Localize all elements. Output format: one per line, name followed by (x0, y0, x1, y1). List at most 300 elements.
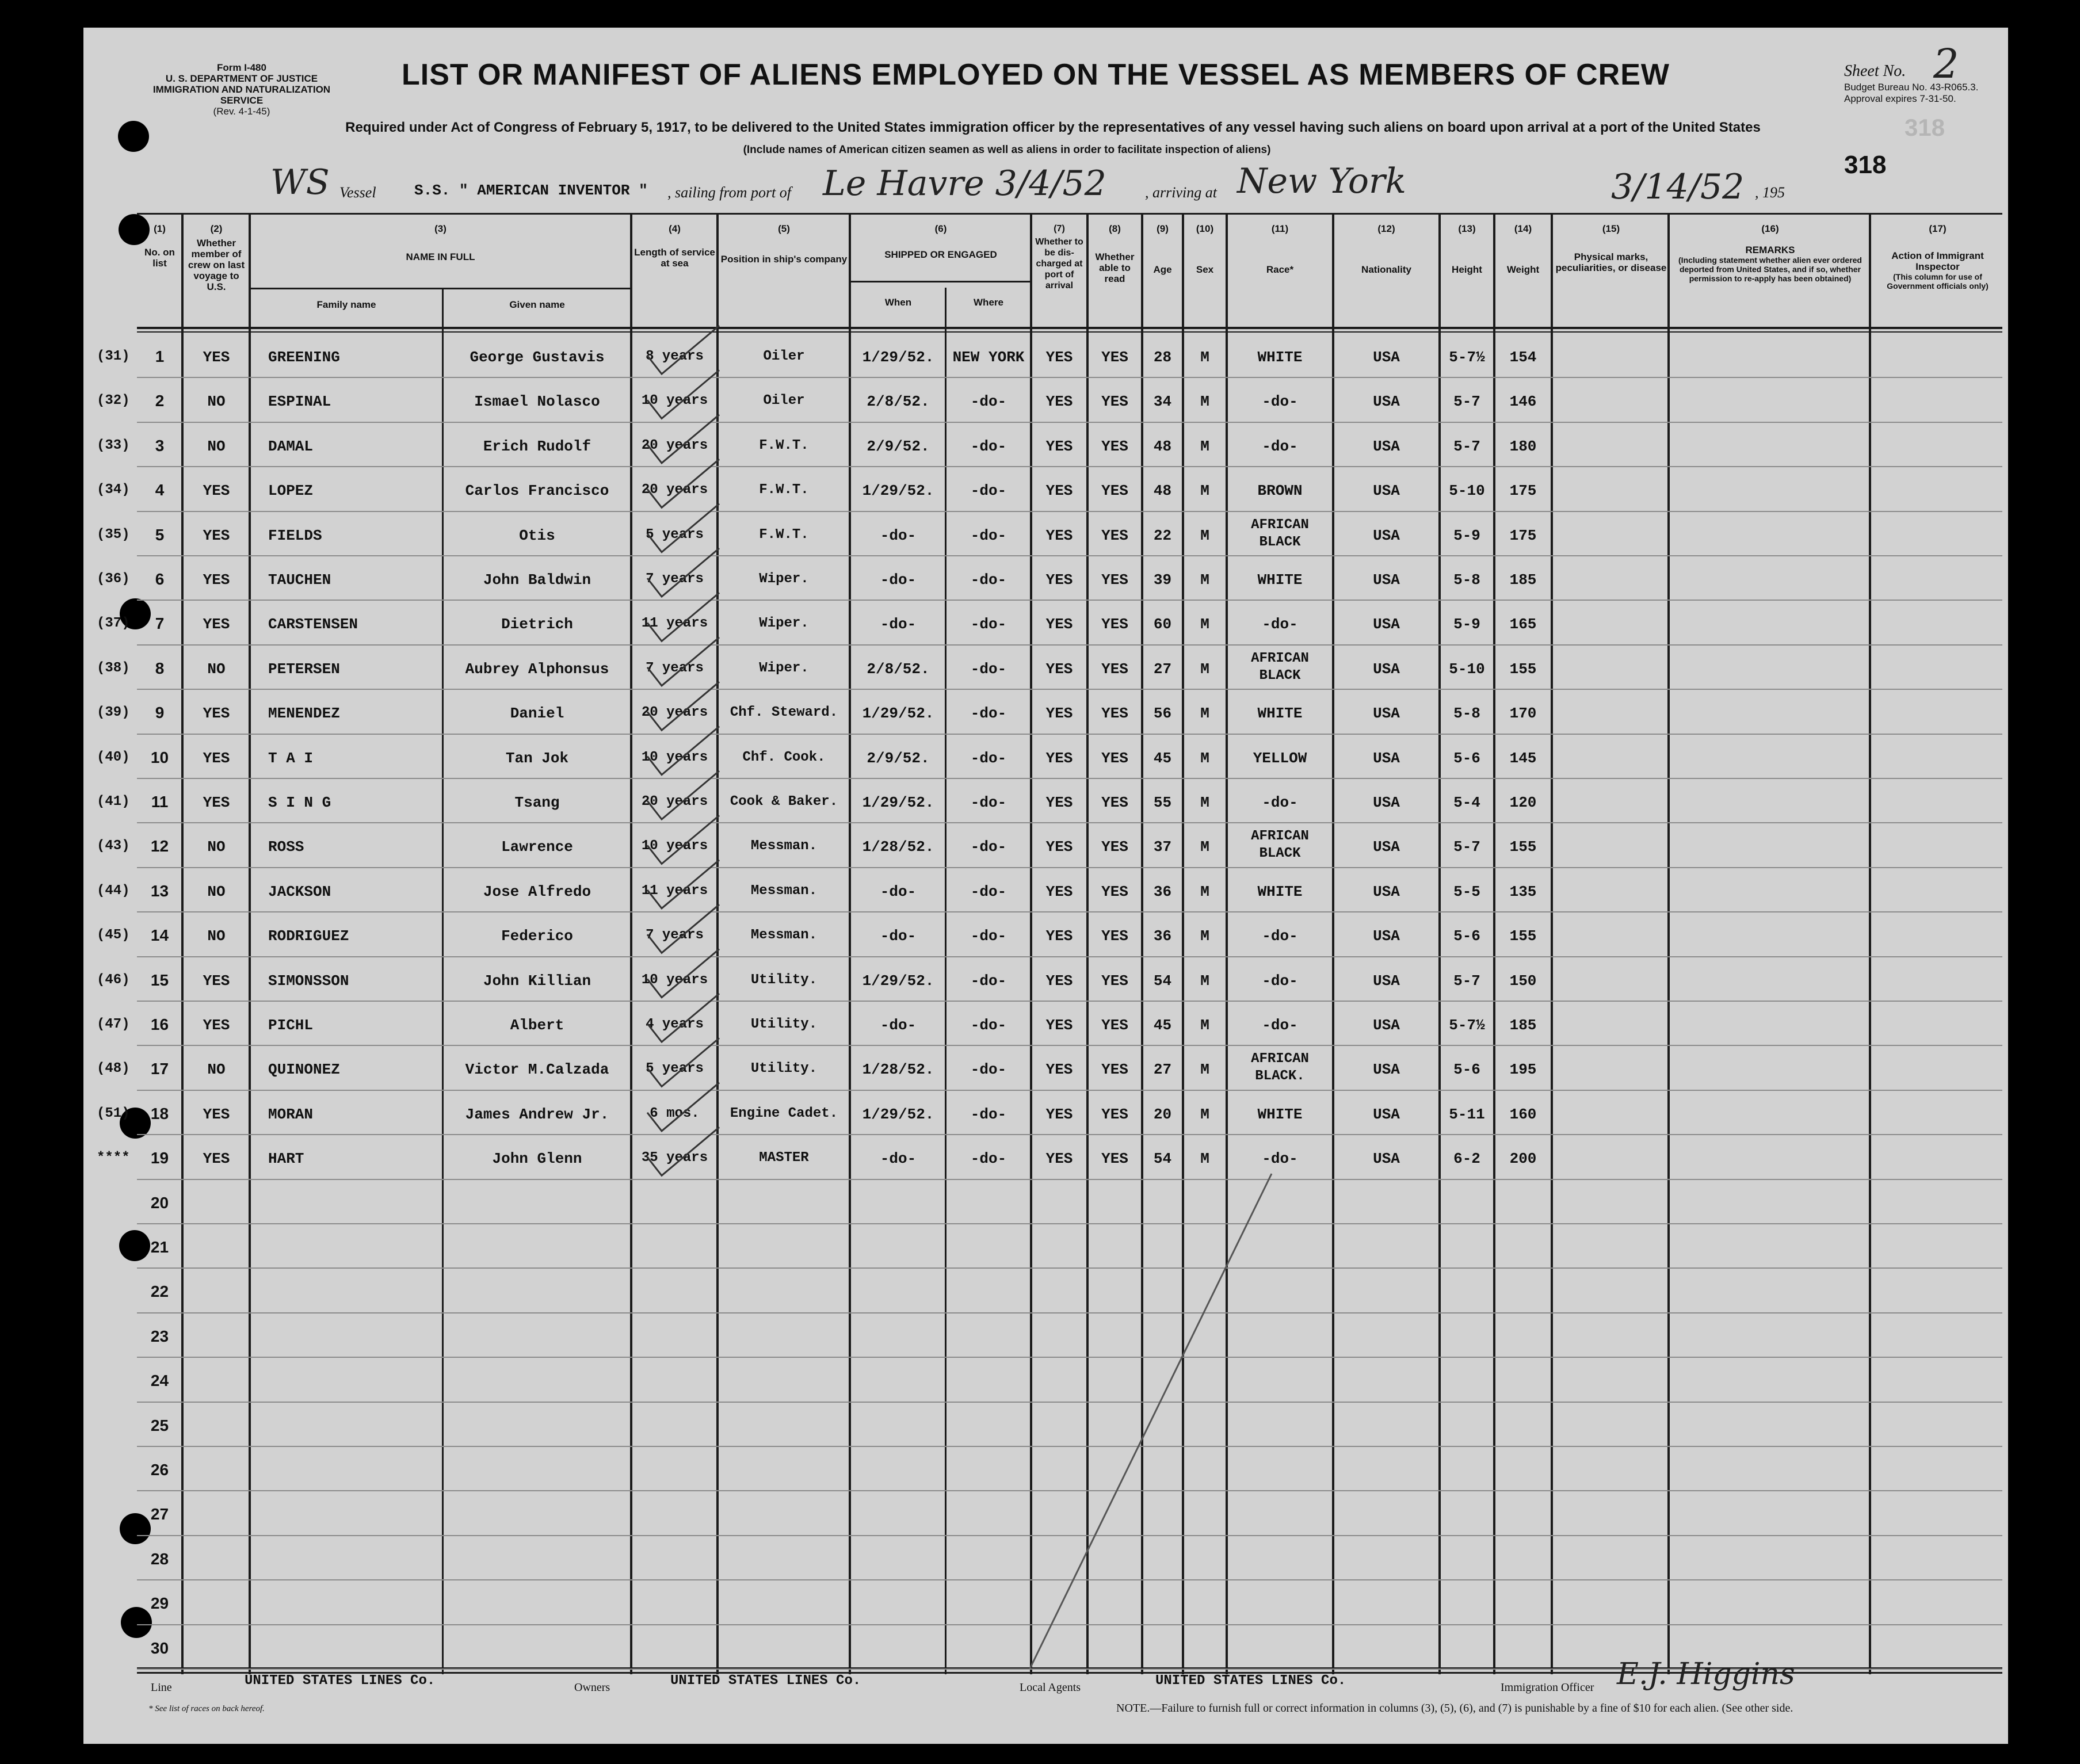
sex-cell: M (1200, 571, 1209, 589)
row-number: 28 (150, 1550, 169, 1568)
sex-cell: M (1200, 393, 1209, 410)
weight-cell: 195 (1509, 1061, 1537, 1078)
crew-last-voyage-cell: NO (207, 438, 226, 455)
nationality-cell: USA (1373, 482, 1400, 499)
position-cell: Messman. (750, 838, 818, 854)
service-length-cell: 10 years (641, 750, 708, 765)
race-cell: -do- (1262, 438, 1298, 455)
position-cell: F.W.T. (759, 527, 809, 543)
prior-list-number: **** (97, 1150, 130, 1166)
sex-cell: M (1200, 349, 1209, 366)
shipped-where-cell: -do- (970, 705, 1007, 722)
shipped-when-cell: -do- (880, 1017, 917, 1034)
page-number: 318 (1844, 151, 1887, 179)
sex-cell: M (1200, 794, 1209, 811)
position-cell: Wiper. (759, 571, 809, 587)
family-name-cell: HART (268, 1150, 304, 1167)
prior-list-number: (45) (97, 927, 130, 943)
nationality-cell: USA (1373, 1061, 1400, 1078)
discharged-cell: YES (1045, 482, 1073, 499)
race-cell: -do- (1262, 393, 1298, 410)
sex-cell: M (1200, 927, 1209, 945)
row-number: 26 (150, 1461, 169, 1479)
weight-cell: 185 (1509, 1017, 1537, 1034)
given-name-cell: Federico (501, 927, 573, 945)
race-cell: AFRICAN BLACK. (1251, 1051, 1309, 1084)
weight-cell: 120 (1509, 794, 1537, 811)
ws-mark: WS (270, 162, 330, 203)
race-cell: WHITE (1257, 349, 1303, 366)
discharged-cell: YES (1045, 527, 1073, 544)
service-length-cell: 20 years (641, 794, 708, 810)
col-header-14: (14) Weight (1506, 223, 1540, 275)
race-cell: -do- (1262, 927, 1298, 945)
crew-last-voyage-cell: YES (203, 1017, 230, 1034)
service-length-cell: 10 years (641, 972, 708, 988)
col-header-1: (1) No. on list (144, 223, 175, 269)
service-length-cell: 6 mos. (650, 1106, 700, 1121)
col-header-11: (11) Race* (1266, 223, 1294, 275)
col-header-13: (13) Height (1452, 223, 1482, 275)
row-number: 24 (150, 1372, 169, 1389)
position-cell: Chf. Steward. (730, 705, 838, 720)
crew-last-voyage-cell: YES (203, 349, 230, 366)
discharged-cell: YES (1045, 1106, 1073, 1123)
race-cell: -do- (1262, 972, 1298, 990)
sailing-label: , sailing from port of (667, 184, 792, 201)
family-name-cell: ROSS (268, 838, 304, 856)
age-cell: 36 (1153, 883, 1172, 900)
officer-signature: E.J. Higgins (1617, 1657, 1795, 1692)
service-length-cell: 11 years (641, 883, 708, 899)
family-name-cell: T A I (268, 750, 314, 767)
able-to-read-cell: YES (1101, 1017, 1128, 1034)
weight-cell: 175 (1509, 527, 1537, 544)
row-number: 14 (150, 926, 169, 944)
sex-cell: M (1200, 660, 1209, 678)
family-name-cell: TAUCHEN (268, 571, 331, 589)
nationality-cell: USA (1373, 972, 1400, 990)
age-cell: 48 (1153, 482, 1172, 499)
shipped-where-cell: -do- (970, 1106, 1007, 1123)
row-number: 2 (155, 392, 165, 410)
shipped-where-cell: -do- (970, 883, 1007, 900)
given-name-cell: Ismael Nolasco (474, 393, 600, 410)
crew-last-voyage-cell: NO (207, 1061, 226, 1078)
shipped-where-cell: -do- (970, 1061, 1007, 1078)
family-name-cell: FIELDS (268, 527, 322, 544)
position-cell: Chf. Cook. (742, 750, 826, 765)
shipped-when-cell: -do- (880, 616, 917, 633)
age-cell: 54 (1153, 1150, 1172, 1167)
able-to-read-cell: YES (1101, 1106, 1128, 1123)
subtitle-note: (Include names of American citizen seamen as well as aliens in order to facilitate inspection of aliens) (743, 144, 1271, 156)
form-number: Form I-480 (217, 62, 266, 73)
age-cell: 28 (1153, 349, 1172, 366)
age-cell: 22 (1153, 527, 1172, 544)
family-name-cell: QUINONEZ (268, 1061, 340, 1078)
family-name-cell: MORAN (268, 1106, 314, 1123)
prior-list-number: (37) (97, 616, 130, 631)
given-name-cell: George Gustavis (470, 349, 605, 366)
shipped-when-cell: -do- (880, 927, 917, 945)
race-cell: -do- (1262, 1150, 1298, 1167)
discharged-cell: YES (1045, 571, 1073, 589)
able-to-read-cell: YES (1101, 1061, 1128, 1078)
row-number: 19 (150, 1149, 169, 1167)
nationality-cell: USA (1373, 794, 1400, 811)
prior-list-number: (32) (97, 393, 130, 408)
sex-cell: M (1200, 1061, 1209, 1078)
weight-cell: 185 (1509, 571, 1537, 589)
col-header-5: (5) Position in ship's company (720, 223, 848, 265)
family-name-cell: RODRIGUEZ (268, 927, 349, 945)
nationality-cell: USA (1373, 660, 1400, 678)
row-number: 3 (155, 437, 165, 455)
age-cell: 34 (1153, 393, 1172, 410)
discharged-cell: YES (1045, 438, 1073, 455)
discharged-cell: YES (1045, 1017, 1073, 1034)
shipped-when-cell: 2/9/52. (867, 750, 930, 767)
service-length-cell: 5 years (646, 527, 704, 543)
agents-label: Local Agents (1020, 1681, 1081, 1694)
given-name-cell: Victor M.Calzada (465, 1061, 609, 1078)
position-cell: Oiler (763, 393, 805, 408)
row-number: 18 (150, 1105, 169, 1122)
shipped-where-cell: -do- (970, 616, 1007, 633)
shipped-where-cell: -do- (970, 571, 1007, 589)
given-name-cell: Lawrence (501, 838, 573, 856)
departure-port: Le Havre 3/4/52 (823, 163, 1106, 204)
row-number: 21 (150, 1238, 169, 1256)
prior-list-number: (33) (97, 438, 130, 453)
height-cell: 5-7½ (1449, 1017, 1485, 1034)
discharged-cell: YES (1045, 349, 1073, 366)
nationality-cell: USA (1373, 393, 1400, 410)
prior-list-number: (43) (97, 838, 130, 854)
family-name-cell: PICHL (268, 1017, 314, 1034)
height-cell: 5-6 (1453, 927, 1480, 945)
shipped-where-cell: -do- (970, 482, 1007, 499)
height-cell: 5-9 (1453, 527, 1480, 544)
shipped-when-cell: 1/28/52. (862, 1061, 934, 1078)
weight-cell: 135 (1509, 883, 1537, 900)
prior-list-number: (44) (97, 883, 130, 899)
discharged-cell: YES (1045, 838, 1073, 856)
discharged-cell: YES (1045, 972, 1073, 990)
line-value: UNITED STATES LINES Co. (245, 1673, 436, 1689)
col-header-17: (17) Action of Immigrant Inspector (This column for use of Government officials only) (1887, 223, 1989, 291)
able-to-read-cell: YES (1101, 750, 1128, 767)
able-to-read-cell: YES (1101, 349, 1128, 366)
shipped-when-cell: 2/8/52. (867, 393, 930, 410)
row-number: 25 (150, 1416, 169, 1434)
age-cell: 54 (1153, 972, 1172, 990)
height-cell: 5-5 (1453, 883, 1480, 900)
race-cell: AFRICAN BLACK (1251, 828, 1309, 861)
when-header: When (884, 297, 912, 308)
nationality-cell: USA (1373, 527, 1400, 544)
row-number: 1 (155, 348, 165, 365)
family-name-cell: S I N G (268, 794, 331, 811)
nationality-cell: USA (1373, 750, 1400, 767)
service-length-cell: 7 years (646, 927, 704, 943)
age-cell: 37 (1153, 838, 1172, 856)
row-number: 11 (151, 793, 169, 811)
age-cell: 27 (1153, 660, 1172, 678)
discharged-cell: YES (1045, 616, 1073, 633)
shipped-where-cell: -do- (970, 438, 1007, 455)
sex-cell: M (1200, 1017, 1209, 1034)
crew-last-voyage-cell: YES (203, 1106, 230, 1123)
row-number: 20 (150, 1194, 169, 1212)
family-name-cell: GREENING (268, 349, 340, 366)
able-to-read-cell: YES (1101, 393, 1128, 410)
shipped-when-cell: 1/29/52. (862, 794, 934, 811)
given-name-cell: John Glenn (492, 1150, 582, 1167)
service-length-cell: 20 years (641, 438, 708, 453)
shipped-where-cell: NEW YORK (952, 349, 1025, 366)
family-name-cell: SIMONSSON (268, 972, 349, 990)
weight-cell: 155 (1509, 838, 1537, 856)
crew-last-voyage-cell: NO (207, 660, 226, 678)
shipped-where-cell: -do- (970, 794, 1007, 811)
sheet-label: Sheet No. (1844, 62, 1906, 80)
where-header: Where (974, 297, 1003, 308)
race-cell: -do- (1262, 616, 1298, 633)
position-cell: Utility. (750, 972, 818, 988)
manifest-title: LIST OR MANIFEST OF ALIENS EMPLOYED ON THE VESSEL AS MEMBERS OF CREW (402, 58, 1670, 91)
row-number: 10 (150, 749, 169, 766)
sex-cell: M (1200, 616, 1209, 633)
sex-cell: M (1200, 883, 1209, 900)
col-header-2: (2) Whether member of crew on last voyage to U.S. (188, 223, 245, 292)
height-cell: 5-11 (1449, 1106, 1485, 1123)
height-cell: 5-7 (1453, 393, 1480, 410)
discharged-cell: YES (1045, 883, 1073, 900)
row-number: 5 (155, 526, 165, 544)
age-cell: 55 (1153, 794, 1172, 811)
able-to-read-cell: YES (1101, 927, 1128, 945)
row-number: 12 (150, 837, 169, 855)
service-length-cell: 7 years (646, 660, 704, 676)
row-number: 27 (150, 1505, 169, 1523)
weight-cell: 175 (1509, 482, 1537, 499)
crew-last-voyage-cell: NO (207, 927, 226, 945)
prior-list-number: (48) (97, 1061, 130, 1076)
shipped-when-cell: 1/29/52. (862, 705, 934, 722)
able-to-read-cell: YES (1101, 705, 1128, 722)
prior-list-number: (36) (97, 571, 130, 587)
vessel-label: Vessel (339, 184, 376, 201)
weight-cell: 145 (1509, 750, 1537, 767)
position-cell: Messman. (750, 883, 818, 899)
row-number: 22 (150, 1282, 169, 1300)
nationality-cell: USA (1373, 838, 1400, 856)
shipped-where-cell: -do- (970, 927, 1007, 945)
row-number: 29 (150, 1594, 169, 1612)
given-name-cell: Jose Alfredo (483, 883, 591, 900)
position-cell: Oiler (763, 349, 805, 364)
arrival-date: 3/14/52 (1611, 167, 1745, 207)
height-cell: 5-7 (1453, 438, 1480, 455)
service-length-cell: 10 years (641, 838, 708, 854)
given-name-cell: Dietrich (501, 616, 573, 633)
race-cell: AFRICAN BLACK (1251, 517, 1309, 550)
sex-cell: M (1200, 438, 1209, 455)
weight-cell: 200 (1509, 1150, 1537, 1167)
discharged-cell: YES (1045, 1061, 1073, 1078)
nationality-cell: USA (1373, 1017, 1400, 1034)
weight-cell: 170 (1509, 705, 1537, 722)
height-cell: 5-10 (1449, 660, 1485, 678)
family-name-cell: CARSTENSEN (268, 616, 358, 633)
row-number: 4 (155, 481, 165, 499)
weight-cell: 146 (1509, 393, 1537, 410)
discharged-cell: YES (1045, 750, 1073, 767)
race-cell: WHITE (1257, 883, 1303, 900)
age-cell: 48 (1153, 438, 1172, 455)
weight-cell: 160 (1509, 1106, 1537, 1123)
crew-last-voyage-cell: NO (207, 838, 226, 856)
row-number: 8 (155, 659, 165, 677)
prior-list-number: (34) (97, 482, 130, 498)
able-to-read-cell: YES (1101, 1150, 1128, 1167)
department: U. S. DEPARTMENT OF JUSTICE (165, 73, 318, 84)
sex-cell: M (1200, 527, 1209, 544)
service-length-cell: 5 years (646, 1061, 704, 1076)
owners-value: UNITED STATES LINES Co. (670, 1673, 861, 1689)
able-to-read-cell: YES (1101, 438, 1128, 455)
shipped-when-cell: 1/29/52. (862, 972, 934, 990)
position-cell: Utility. (750, 1061, 818, 1076)
height-cell: 5-7 (1453, 838, 1480, 856)
prior-list-number: (46) (97, 972, 130, 988)
shipped-when-cell: -do- (880, 571, 917, 589)
able-to-read-cell: YES (1101, 660, 1128, 678)
sheet-number: 2 (1933, 40, 1959, 87)
nationality-cell: USA (1373, 927, 1400, 945)
given-name-cell: Otis (519, 527, 555, 544)
service-length-cell: 10 years (641, 393, 708, 408)
family-name-cell: JACKSON (268, 883, 331, 900)
given-name-cell: Albert (510, 1017, 564, 1034)
position-cell: Cook & Baker. (730, 794, 838, 810)
service-length-cell: 7 years (646, 571, 704, 587)
able-to-read-cell: YES (1101, 571, 1128, 589)
given-name-cell: John Baldwin (483, 571, 591, 589)
height-cell: 5-6 (1453, 1061, 1480, 1078)
race-cell: WHITE (1257, 1106, 1303, 1123)
given-name-cell: Aubrey Alphonsus (465, 660, 609, 678)
weight-cell: 165 (1509, 616, 1537, 633)
col-header-15: (15) Physical marks, peculiarities, or disease (1555, 223, 1667, 273)
row-number: 9 (155, 704, 165, 721)
sex-cell: M (1200, 1150, 1209, 1167)
race-cell: WHITE (1257, 571, 1303, 589)
weight-cell: 150 (1509, 972, 1537, 990)
able-to-read-cell: YES (1101, 616, 1128, 633)
shipped-when-cell: -do- (880, 883, 917, 900)
given-name-cell: Carlos Francisco (465, 482, 609, 499)
prior-list-number: (47) (97, 1017, 130, 1032)
crew-last-voyage-cell: YES (203, 750, 230, 767)
service-length-cell: 20 years (641, 705, 708, 720)
given-name-cell: Tsang (514, 794, 560, 811)
races-note: * See list of races on back hereof. (148, 1704, 265, 1713)
weight-cell: 154 (1509, 349, 1537, 366)
shipped-when-cell: 1/29/52. (862, 482, 934, 499)
penalty-note: NOTE.—Failure to furnish full or correct information in columns (3), (5), (6), and (7) is punishable by a fine of $10 for each alien. (See other side. (1116, 1702, 1793, 1715)
family-name-cell: MENENDEZ (268, 705, 340, 722)
family-name-cell: ESPINAL (268, 393, 331, 410)
revision: (Rev. 4-1-45) (213, 106, 270, 117)
shipped-where-cell: -do- (970, 393, 1007, 410)
weight-cell: 155 (1509, 660, 1537, 678)
height-cell: 5-7 (1453, 972, 1480, 990)
col-header-9: (9) Age (1153, 223, 1172, 275)
row-number: 30 (150, 1639, 169, 1657)
height-cell: 6-2 (1453, 1150, 1480, 1167)
vessel-name: S.S. " AMERICAN INVENTOR " (414, 182, 648, 199)
prior-list-number: (40) (97, 750, 130, 765)
crew-last-voyage-cell: YES (203, 794, 230, 811)
position-cell: Wiper. (759, 616, 809, 631)
arrival-port: New York (1237, 161, 1406, 201)
age-cell: 56 (1153, 705, 1172, 722)
year-suffix: , 195 (1755, 184, 1785, 201)
position-cell: Utility. (750, 1017, 818, 1032)
row-number: 6 (155, 570, 165, 588)
shipped-when-cell: -do- (880, 1150, 917, 1167)
sex-cell: M (1200, 1106, 1209, 1123)
crew-last-voyage-cell: YES (203, 705, 230, 722)
able-to-read-cell: YES (1101, 794, 1128, 811)
nationality-cell: USA (1373, 349, 1400, 366)
position-cell: Wiper. (759, 660, 809, 676)
sex-cell: M (1200, 838, 1209, 856)
age-cell: 45 (1153, 750, 1172, 767)
col-header-4: (4) Length of service at sea (634, 223, 715, 269)
weight-cell: 155 (1509, 927, 1537, 945)
col-header-6: (6) SHIPPED OR ENGAGED (884, 223, 997, 260)
given-name-cell: James Andrew Jr. (465, 1106, 609, 1123)
position-cell: F.W.T. (759, 482, 809, 498)
col-header-16: (16) REMARKS (Including statement whether alien ever ordered deported from United States, and if so, whether permission to re-apply has been obtained) (1678, 223, 1862, 283)
age-cell: 60 (1153, 616, 1172, 633)
shipped-where-cell: -do- (970, 838, 1007, 856)
height-cell: 5-10 (1449, 482, 1485, 499)
given-name-cell: Daniel (510, 705, 564, 722)
col-header-12: (12) Nationality (1361, 223, 1411, 275)
given-name-header: Given name (509, 299, 565, 310)
shipped-where-cell: -do- (970, 660, 1007, 678)
shipped-when-cell: 1/28/52. (862, 838, 934, 856)
col-header-10: (10) Sex (1196, 223, 1214, 275)
budget-info: Budget Bureau No. 43-R065.3. Approval expires 7-31-50. (1844, 82, 1979, 104)
row-number: 7 (155, 614, 165, 632)
discharged-cell: YES (1045, 393, 1073, 410)
officer-label: Immigration Officer (1501, 1681, 1594, 1694)
service: IMMIGRATION AND NATURALIZATION SERVICE (152, 84, 331, 106)
given-name-cell: Tan Jok (505, 750, 569, 767)
race-cell: -do- (1262, 1017, 1298, 1034)
position-cell: MASTER (759, 1150, 809, 1166)
family-name-header: Family name (316, 299, 376, 310)
col-header-3: (3) NAME IN FULL (406, 223, 475, 262)
subtitle: Required under Act of Congress of February 5, 1917, to be delivered to the United States immigration officer by the representatives of any vessel having such aliens on board upon arrival at a port of the United States (345, 120, 1761, 135)
row-number: 16 (150, 1015, 169, 1033)
